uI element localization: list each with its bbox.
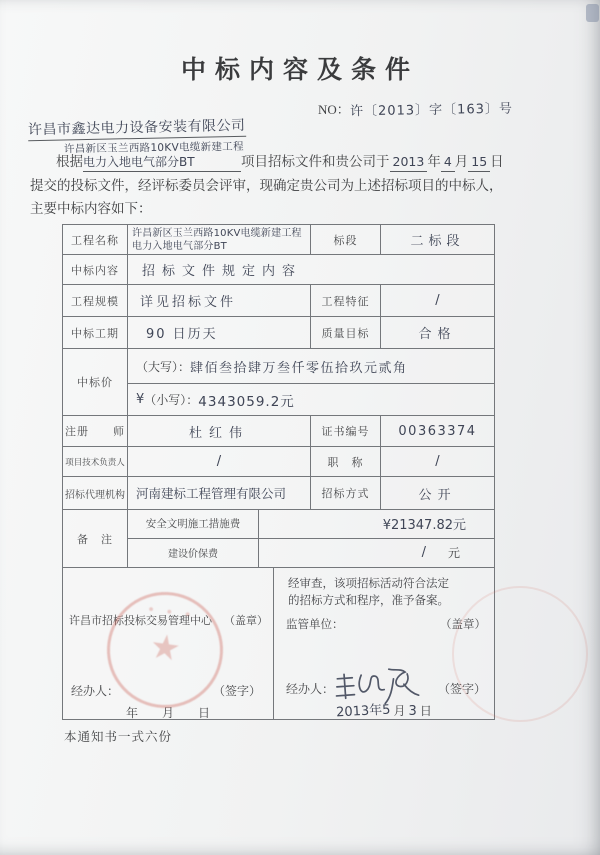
table-row-remarks [63,510,494,568]
document-number [318,99,513,118]
right-operator-label: 经办人： [286,682,335,696]
insurance-fee-row [128,539,494,567]
body-paragraph-line2: 提交的投标文件，经评标委员会评审，现确定贵公司为上述招标项目的中标人， [30,178,503,193]
review-statement: 经审查，该项招标活动符合法定 的招标方式和程序，准予备案。 [288,578,449,607]
quality-goal-label: 质量目标 [311,317,381,348]
safety-fee-row [128,510,494,539]
table-row-scale [63,285,494,317]
supervisor-seal-hint: （盖章） [440,619,486,631]
table-row-price [63,349,494,416]
bid-day: 15 [468,153,490,172]
right-date-day: 3 [408,704,417,719]
trade-center-name: 许昌市招标投标交易管理中心 [69,615,212,627]
right-sign-hint: （签字） [437,682,486,696]
award-content-label: 中标内容 [63,255,128,284]
project-name-label: 工程名称 [63,225,128,254]
project-feature-label: 工程特征 [311,285,381,316]
job-title-value: / [435,454,440,469]
project-scale-label: 工程规模 [63,285,128,316]
project-blank-value: 电力入地电气部分BT [83,153,241,172]
price-figures-label: （小写）： [144,393,199,408]
table-row-registrar [63,416,494,447]
award-content-value: 招标文件规定内容 [142,264,303,279]
trade-center-seal-hint: （盖章） [224,615,268,627]
agency-label: 招标代理机构 [63,477,128,509]
tech-lead-label: 项目技术负责人 [63,447,128,476]
table-row-agency [63,477,494,510]
certificate-no-value: 00363374 [398,423,477,439]
bid-month: 4 [441,153,455,172]
table-row-content [63,255,494,285]
bid-method-value: 公开 [418,487,457,503]
left-date-placeholder: 年 月 日 [125,706,210,720]
agency-value: 河南建标工程管理有限公司 [128,477,311,509]
trade-center-cell [63,568,274,719]
duration-label: 中标工期 [63,317,128,348]
safety-fee-value: ¥21347.82元 [382,518,466,534]
job-title-label: 职 称 [311,447,381,476]
supervisor-cell [274,568,494,719]
right-date-line: 2013年5 月 3 日 [274,700,494,719]
bid-year: 2013 [390,153,428,172]
table-row-duration [63,317,494,349]
document-number-label: NO： [318,102,350,117]
price-words-value: 肆佰叁拾肆万叁仟零伍拾玖元贰角 [190,360,408,376]
currency-symbol: ¥ [136,392,145,408]
registered-engineer-value: 杜红伟 [128,416,311,446]
document-title: 中标内容及条件 [180,57,419,84]
table-row-project [63,225,494,255]
paragraph-prefix: 根据 [56,154,83,169]
body-paragraph-line3: 主要中标内容如下： [30,201,152,216]
seal-star-icon: ★ [147,628,183,669]
safety-fee-label: 安全文明施工措施费 [128,510,259,538]
table-row-signoff [63,568,494,719]
left-operator-label: 经办人： [71,684,120,698]
section-value: 二标段 [410,234,465,249]
supervisor-label: 监管单位： [286,619,344,631]
insurance-fee-unit: 元 [447,546,460,561]
bid-method-label: 招标方式 [311,477,381,509]
price-in-words-row [128,349,494,384]
award-price-label: 中标价 [63,349,128,415]
project-scale-value: 详见招标文件 [128,285,311,316]
certificate-no-label: 证书编号 [311,416,381,446]
document-number-value: 许〔2013〕字〔163〕号 [349,101,513,120]
paragraph-mid: 项目招标文件和贵公司于 [241,154,390,169]
copies-note: 本通知书一式六份 [64,730,173,744]
body-paragraph-line1: 根据电力入地电气部分BT 项目招标文件和贵公司于 2013 年 4 月 15 日 [30,153,578,172]
left-sign-hint: （签字） [212,684,261,698]
price-in-figures-row [128,384,494,415]
insurance-fee-value: / [421,545,426,561]
tech-lead-value: / [128,447,311,476]
insurance-fee-label: 建设价保费 [128,539,259,567]
scan-artifact [586,4,599,22]
remarks-label: 备 注 [63,510,128,567]
section-label: 标段 [311,225,381,254]
project-feature-value: / [435,293,440,308]
registered-engineer-label: 注册 师 [63,416,128,446]
quality-goal-value: 合格 [418,327,457,342]
award-table [62,224,495,720]
right-date-handwritten: 2013年5 [335,702,391,721]
project-name-value: 许昌新区玉兰西路10KV电缆新建工程 电力入地电气部分BT [128,225,311,254]
price-words-label: （大写）： [136,359,191,374]
table-row-tech-lead [63,447,494,477]
seal-arc-text: ● ● ● [147,603,194,620]
recipient-company: 许昌市鑫达电力设备安装有限公司 [28,115,246,142]
project-name-annotation: 许昌新区玉兰西路10KV电缆新建工程 [63,140,244,156]
price-figures-value: 4343059.2元 [198,393,295,410]
duration-value: 90 日历天 [128,317,311,348]
